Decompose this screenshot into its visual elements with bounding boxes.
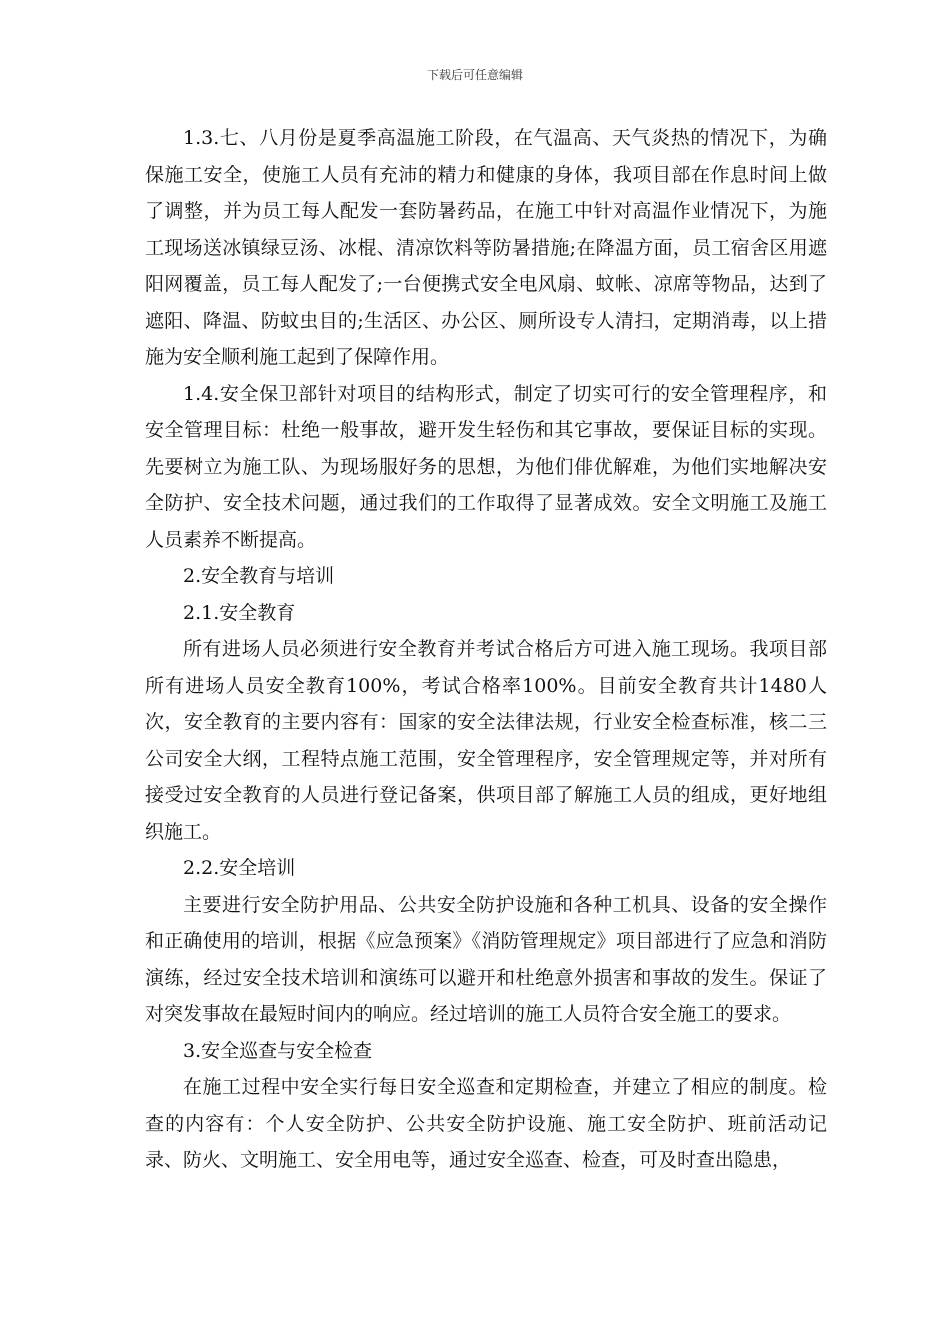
paragraph-1-4-security-department: 1.4.安全保卫部针对项目的结构形式，制定了切实可行的安全管理程序，和安全管理目标：杜绝一般事故，避开发生轻伤和其它事故，要保证目标的实现。先要树立为施工队、为现场服好务的思想，为他们俳优解难，为他们实地解决安全防护、安全技术问题，通过我们的工作取得了显著成效。安全文明施工及施工人员素养不断提高。 bbox=[145, 382, 827, 551]
paragraph-patrol-inspection: 在施工过程中安全实行每日安全巡查和定期检查，并建立了相应的制度。检查的内容有：个人安全防护、公共安全防护设施、施工安全防护、班前活动记录、防火、文明施工、安全用电等，通过安全巡查、检查，可及时查出隐患， bbox=[145, 1076, 827, 1171]
heading-2-safety-education-training: 2.安全教育与培训 bbox=[183, 565, 335, 587]
download-note: 下载后可任意编辑 bbox=[426, 68, 523, 82]
heading-2-2-safety-training: 2.2.安全培训 bbox=[183, 857, 296, 879]
heading-3-patrol-inspection: 3.安全巡查与安全检查 bbox=[183, 1039, 373, 1062]
heading-2-1-safety-education: 2.1.安全教育 bbox=[183, 601, 296, 624]
paragraph-safety-education: 所有进场人员必须进行安全教育并考试合格后方可进入施工现场。我项目部所有进场人员安全教育100%，考试合格率100%。目前安全教育共计1480人次，安全教育的主要内容有：国家的安全法律法规，行业安全检查标准，核二三公司安全大纲，工程特点施工范围，安全管理程序，安全管理规定等，并对所有接受过安全教育的人员进行登记备案，供项目部了解施工人员的组成，更好地组织施工。 bbox=[145, 638, 827, 843]
paragraph-1-3-summer-measures: 1.3.七、八月份是夏季高温施工阶段，在气温高、天气炎热的情况下，为确保施工安全，使施工人员有充沛的精力和健康的身体，我项目部在作息时间上做了调整，并为员工每人配发一套防暑药品，在施工中针对高温作业情况下，为施工现场送冰镇绿豆汤、冰棍、清凉饮料等防暑措施;在降温方面，员工宿舍区用遮阳网覆盖，员工每人配发了;一台便携式安全电风扇、蚊帐、凉席等物品，达到了遮阳、降温、防蚊虫目的;生活区、办公区、厕所设专人清扫，定期消毒，以上措施为安全顺利施工起到了保障作用。 bbox=[145, 127, 827, 368]
paragraph-safety-training: 主要进行安全防护用品、公共安全防护设施和各种工机具、设备的安全操作和正确使用的培训，根据《应急预案》《消防管理规定》项目部进行了应急和消防演练，经过安全技术培训和演练可以避开和杜绝意外损害和事故的发生。保证了对突发事故在最短时间内的响应。经过培训的施工人员符合安全施工的要求。 bbox=[145, 893, 827, 1025]
document-body bbox=[145, 120, 827, 1179]
